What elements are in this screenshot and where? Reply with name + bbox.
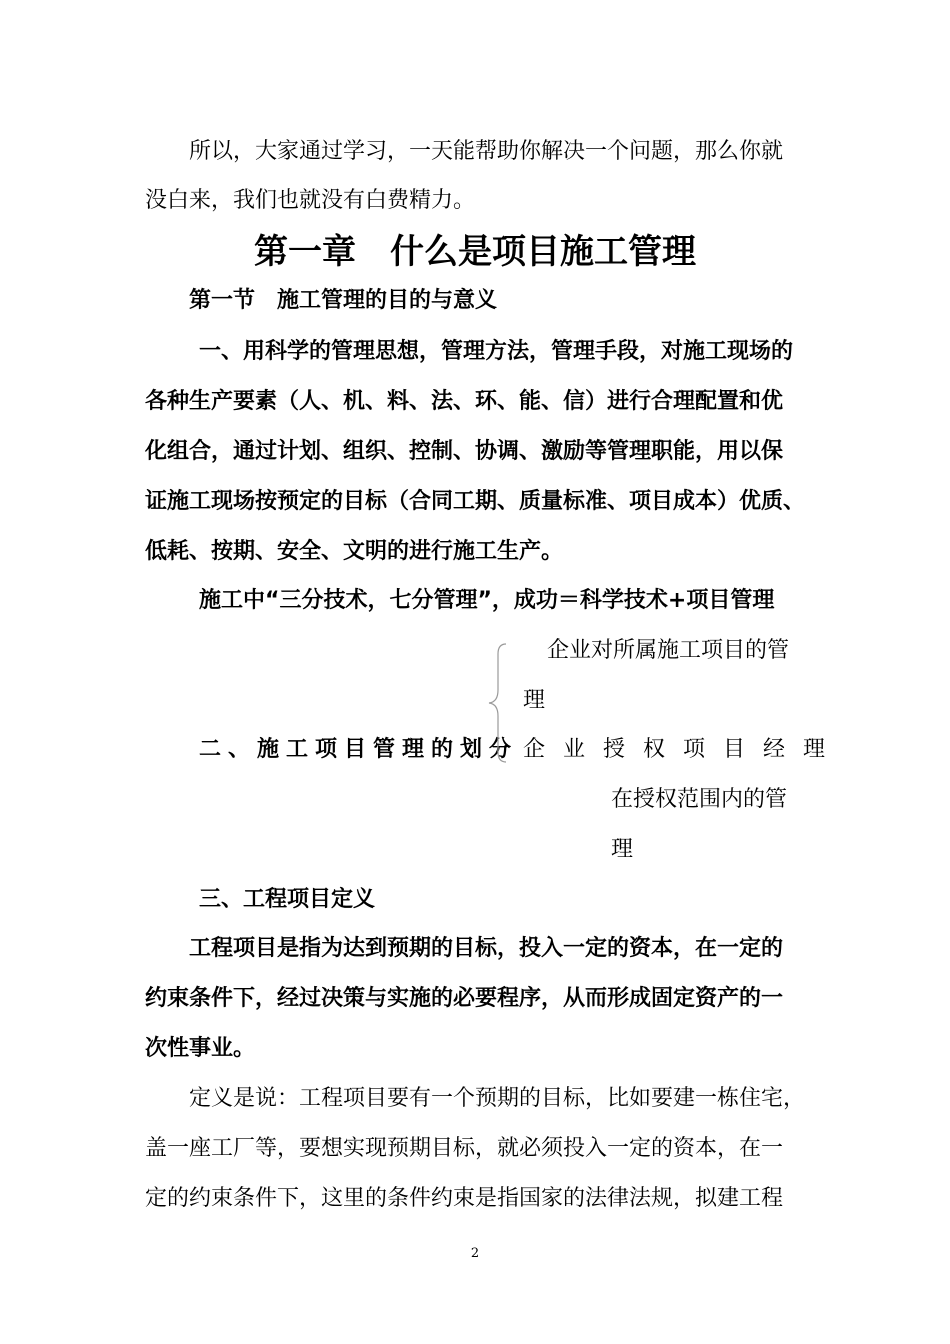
text-line: 次性事业。 <box>145 1036 256 1061</box>
text-line: 没白来，我们也就没有白费精力。 <box>145 188 476 213</box>
point-3-title: 三、工程项目定义 <box>199 887 376 912</box>
text-line: 一、用科学的管理思想，管理方法，管理手段，对施工现场的 <box>199 339 794 364</box>
text-line: 定义是说：工程项目要有一个预期的目标，比如要建一栋住宅， <box>189 1086 806 1111</box>
section-title: 第一节 施工管理的目的与意义 <box>189 288 498 313</box>
text-line: 各种生产要素（人、机、料、法、环、能、信）进行合理配置和优 <box>145 389 784 414</box>
text-line: 低耗、按期、安全、文明的进行施工生产。 <box>145 539 564 564</box>
branch-2-line: 理 <box>611 837 634 862</box>
text-line: 证施工现场按预定的目标（合同工期、质量标准、项目成本）优质、 <box>145 489 806 514</box>
chapter-title: 第一章 什么是项目施工管理 <box>254 232 696 272</box>
formula-line: 施工中“三分技术，七分管理”，成功＝科学技术+项目管理 <box>199 588 775 613</box>
text-line: 所以，大家通过学习，一天能帮助你解决一个问题，那么你就 <box>189 139 784 164</box>
branch-2-line: 企业授权项目经理 <box>523 737 844 762</box>
text-line: 定的约束条件下，这里的条件约束是指国家的法律法规，拟建工程 <box>145 1186 784 1211</box>
point-2-label: 二、施工项目管理的划分 <box>199 737 519 762</box>
branch-1-line: 企业对所属施工项目的管 <box>547 638 790 663</box>
branch-2-line: 在授权范围内的管 <box>611 787 788 812</box>
curly-brace-icon <box>486 642 510 764</box>
text-line: 盖一座工厂等，要想实现预期目标，就必须投入一定的资本，在一 <box>145 1136 784 1161</box>
text-line: 化组合，通过计划、组织、控制、协调、激励等管理职能，用以保 <box>145 439 784 464</box>
page-number: 2 <box>470 1246 480 1261</box>
branch-1-line: 理 <box>523 688 546 713</box>
text-line: 约束条件下，经过决策与实施的必要程序，从而形成固定资产的一 <box>145 986 784 1011</box>
text-line: 工程项目是指为达到预期的目标，投入一定的资本，在一定的 <box>189 936 784 961</box>
